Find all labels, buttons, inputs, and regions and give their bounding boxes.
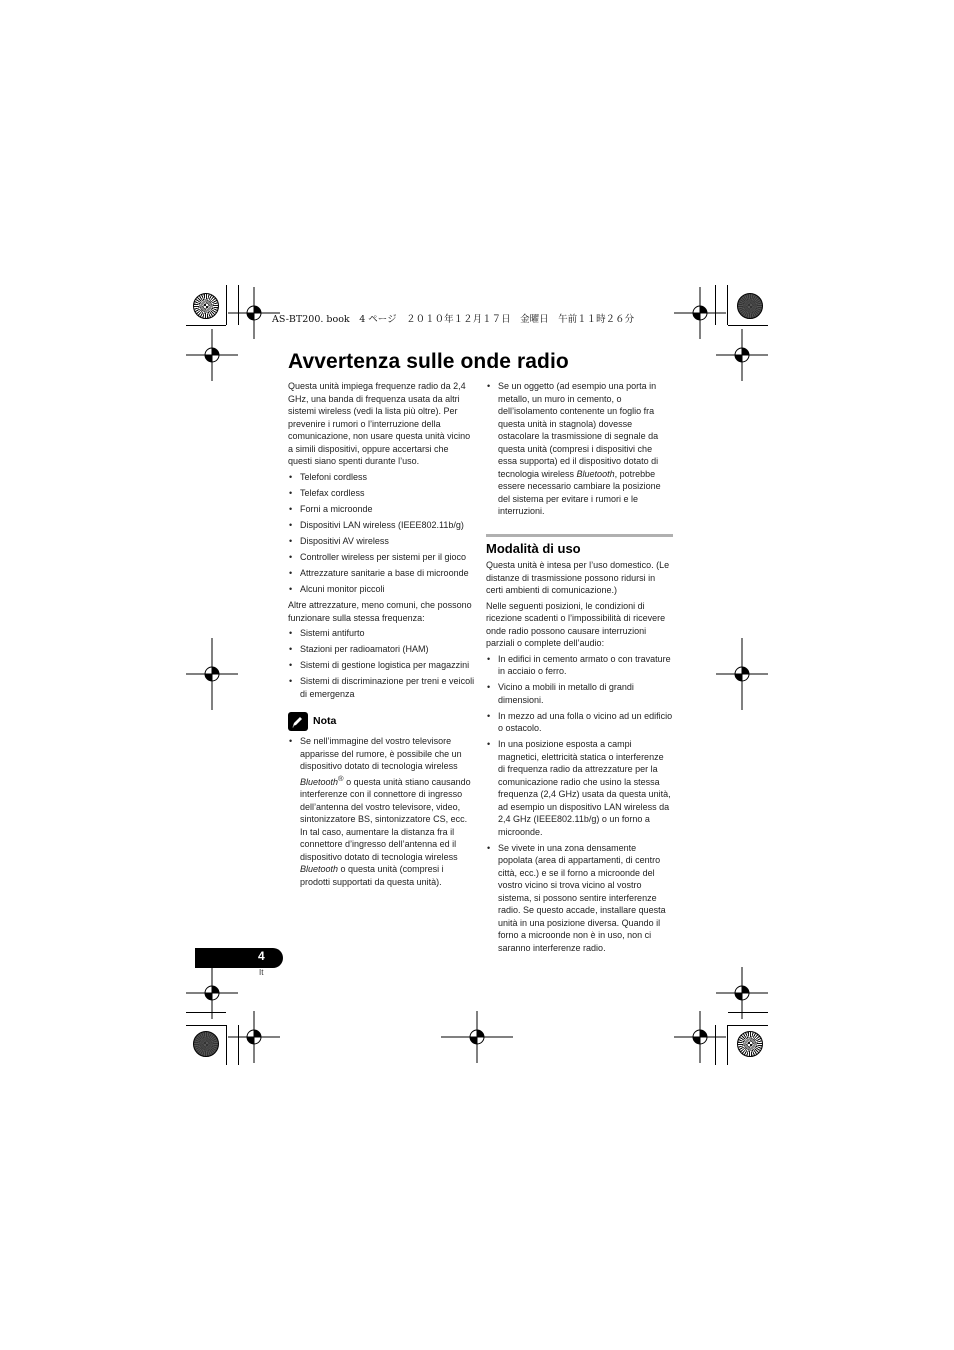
note-label: Nota — [313, 715, 337, 728]
list-item: • Se vivete in una zona densamente popolata (area di appartamenti, di centro città, ecc.) e se il forno a microonde del vostro vicino si trova vicino al vostro sistema, si possono sentire interferenze radio. Se questo accade, installare questa unità in una posizione diversa. Quando il forno a microonde non è in uso, non ci saranno interferenze radio. — [486, 842, 673, 955]
language-code: It — [259, 968, 264, 977]
other-equipment-list — [288, 627, 475, 700]
list-item: • Dispositivi AV wireless — [288, 535, 475, 548]
list-item: • Telefax cordless — [288, 487, 475, 500]
pencil-note-icon — [288, 712, 308, 731]
list-item: • Vicino a mobili in metallo di grandi dimensioni. — [486, 681, 673, 706]
list-item: • Attrezzature sanitarie a base di microonde — [288, 567, 475, 580]
list-item: • Sistemi antifurto — [288, 627, 475, 640]
list-item: • Forni a microonde — [288, 503, 475, 516]
list-item: • Se un oggetto (ad esempio una porta in metallo, un muro in cemento, o dell’isolamento contenente un foglio fra questa unità in stagnola) dovesse ostacolare la trasmissione di segnale da questa unità (compresi i dispositivi che essa supporta) ed il dispositivo dotato di tecnologia wireless Bluetooth, potrebbe essere necessario cambiare la posizione del sistema per evitare i rumori e le interruzioni. — [486, 380, 673, 518]
page-title: Avvertenza sulle onde radio — [288, 350, 569, 373]
reception-paragraph: Nelle seguenti posizioni, le condizioni di ricezione scadenti o l’impossibilità di ricevere onde radio possono causare interruzioni parziali o complete dell’audio: — [486, 600, 666, 648]
note-item: • Se nell’immagine del vostro televisore apparisse del rumore, è possibile che un dispositivo dotato di tecnologia wireless Bluetooth® o questa unità stiano causando interferenze con il connettore di ingresso dell’antenna del vostro televisore, video, sintonizzatore BS, sintonizzatore CS, ecc. In tal caso, aumentare la distanza fra il connettore d’ingresso dell’antenna ed il dispositivo dotato di tecnologia wireless Bluetooth o questa unità (compresi i prodotti supportati da questa unità). — [288, 735, 475, 888]
intro-paragraph: Questa unità impiega frequenze radio da 2,4 GHz, una banda di frequenza usata da altri sistemi wireless (vedi la lista più oltre). Per prevenire i rumori o l’interruzione della comunicazione, non usare questa unità vicino a simili dispositivi, oppure accertarsi che questi siano spenti durante l’uso. — [288, 381, 471, 466]
section-heading: Modalità di uso — [486, 540, 581, 556]
note-heading — [288, 712, 475, 731]
list-item: • In una posizione esposta a campi magnetici, elettricità statica o interferenze di frequenza radio da attrezzature per la comunicazione radio che usino la stessa frequenza (2,4 GHz) usata da questa unità, ad esempio un dispositivo LAN wireless da 2,4 GHz (IEEE802.11b/g) o un forno a microonde. — [486, 738, 673, 838]
other-equipment-paragraph: Altre attrezzature, meno comuni, che possono funzionare sulla stessa frequenza: — [288, 600, 472, 623]
usage-paragraph: Questa unità è intesa per l’uso domestico. (Le distanze di trasmissione possono ridursi in certi ambienti di comunicazione.) — [486, 560, 670, 595]
left-column — [288, 380, 475, 892]
note-list — [288, 735, 475, 888]
list-item: • Telefoni cordless — [288, 471, 475, 484]
list-item: • Controller wireless per sistemi per il gioco — [288, 551, 475, 564]
device-list — [288, 471, 475, 596]
page-number-tab — [195, 948, 283, 968]
list-item: • Dispositivi LAN wireless (IEEE802.11b/g) — [288, 519, 475, 532]
list-item: • In edifici in cemento armato o con travature in acciaio o ferro. — [486, 653, 673, 678]
page-number: 4 — [258, 949, 265, 963]
list-item: • In mezzo ad una folla o vicino ad un edificio o ostacolo. — [486, 710, 673, 735]
print-slug-header: AS-BT200. book 4 ページ ２０１０年１２月１７日 金曜日 午前１１時２６分 — [272, 314, 635, 325]
obstacle-list — [486, 380, 673, 518]
list-item: • Alcuni monitor piccoli — [288, 583, 475, 596]
list-item: • Sistemi di discriminazione per treni e veicoli di emergenza — [288, 675, 475, 700]
list-item: • Stazioni per radioamatori (HAM) — [288, 643, 475, 656]
reception-list — [486, 653, 673, 955]
section-divider — [486, 534, 673, 537]
list-item: • Sistemi di gestione logistica per magazzini — [288, 659, 475, 672]
right-column — [486, 380, 673, 958]
